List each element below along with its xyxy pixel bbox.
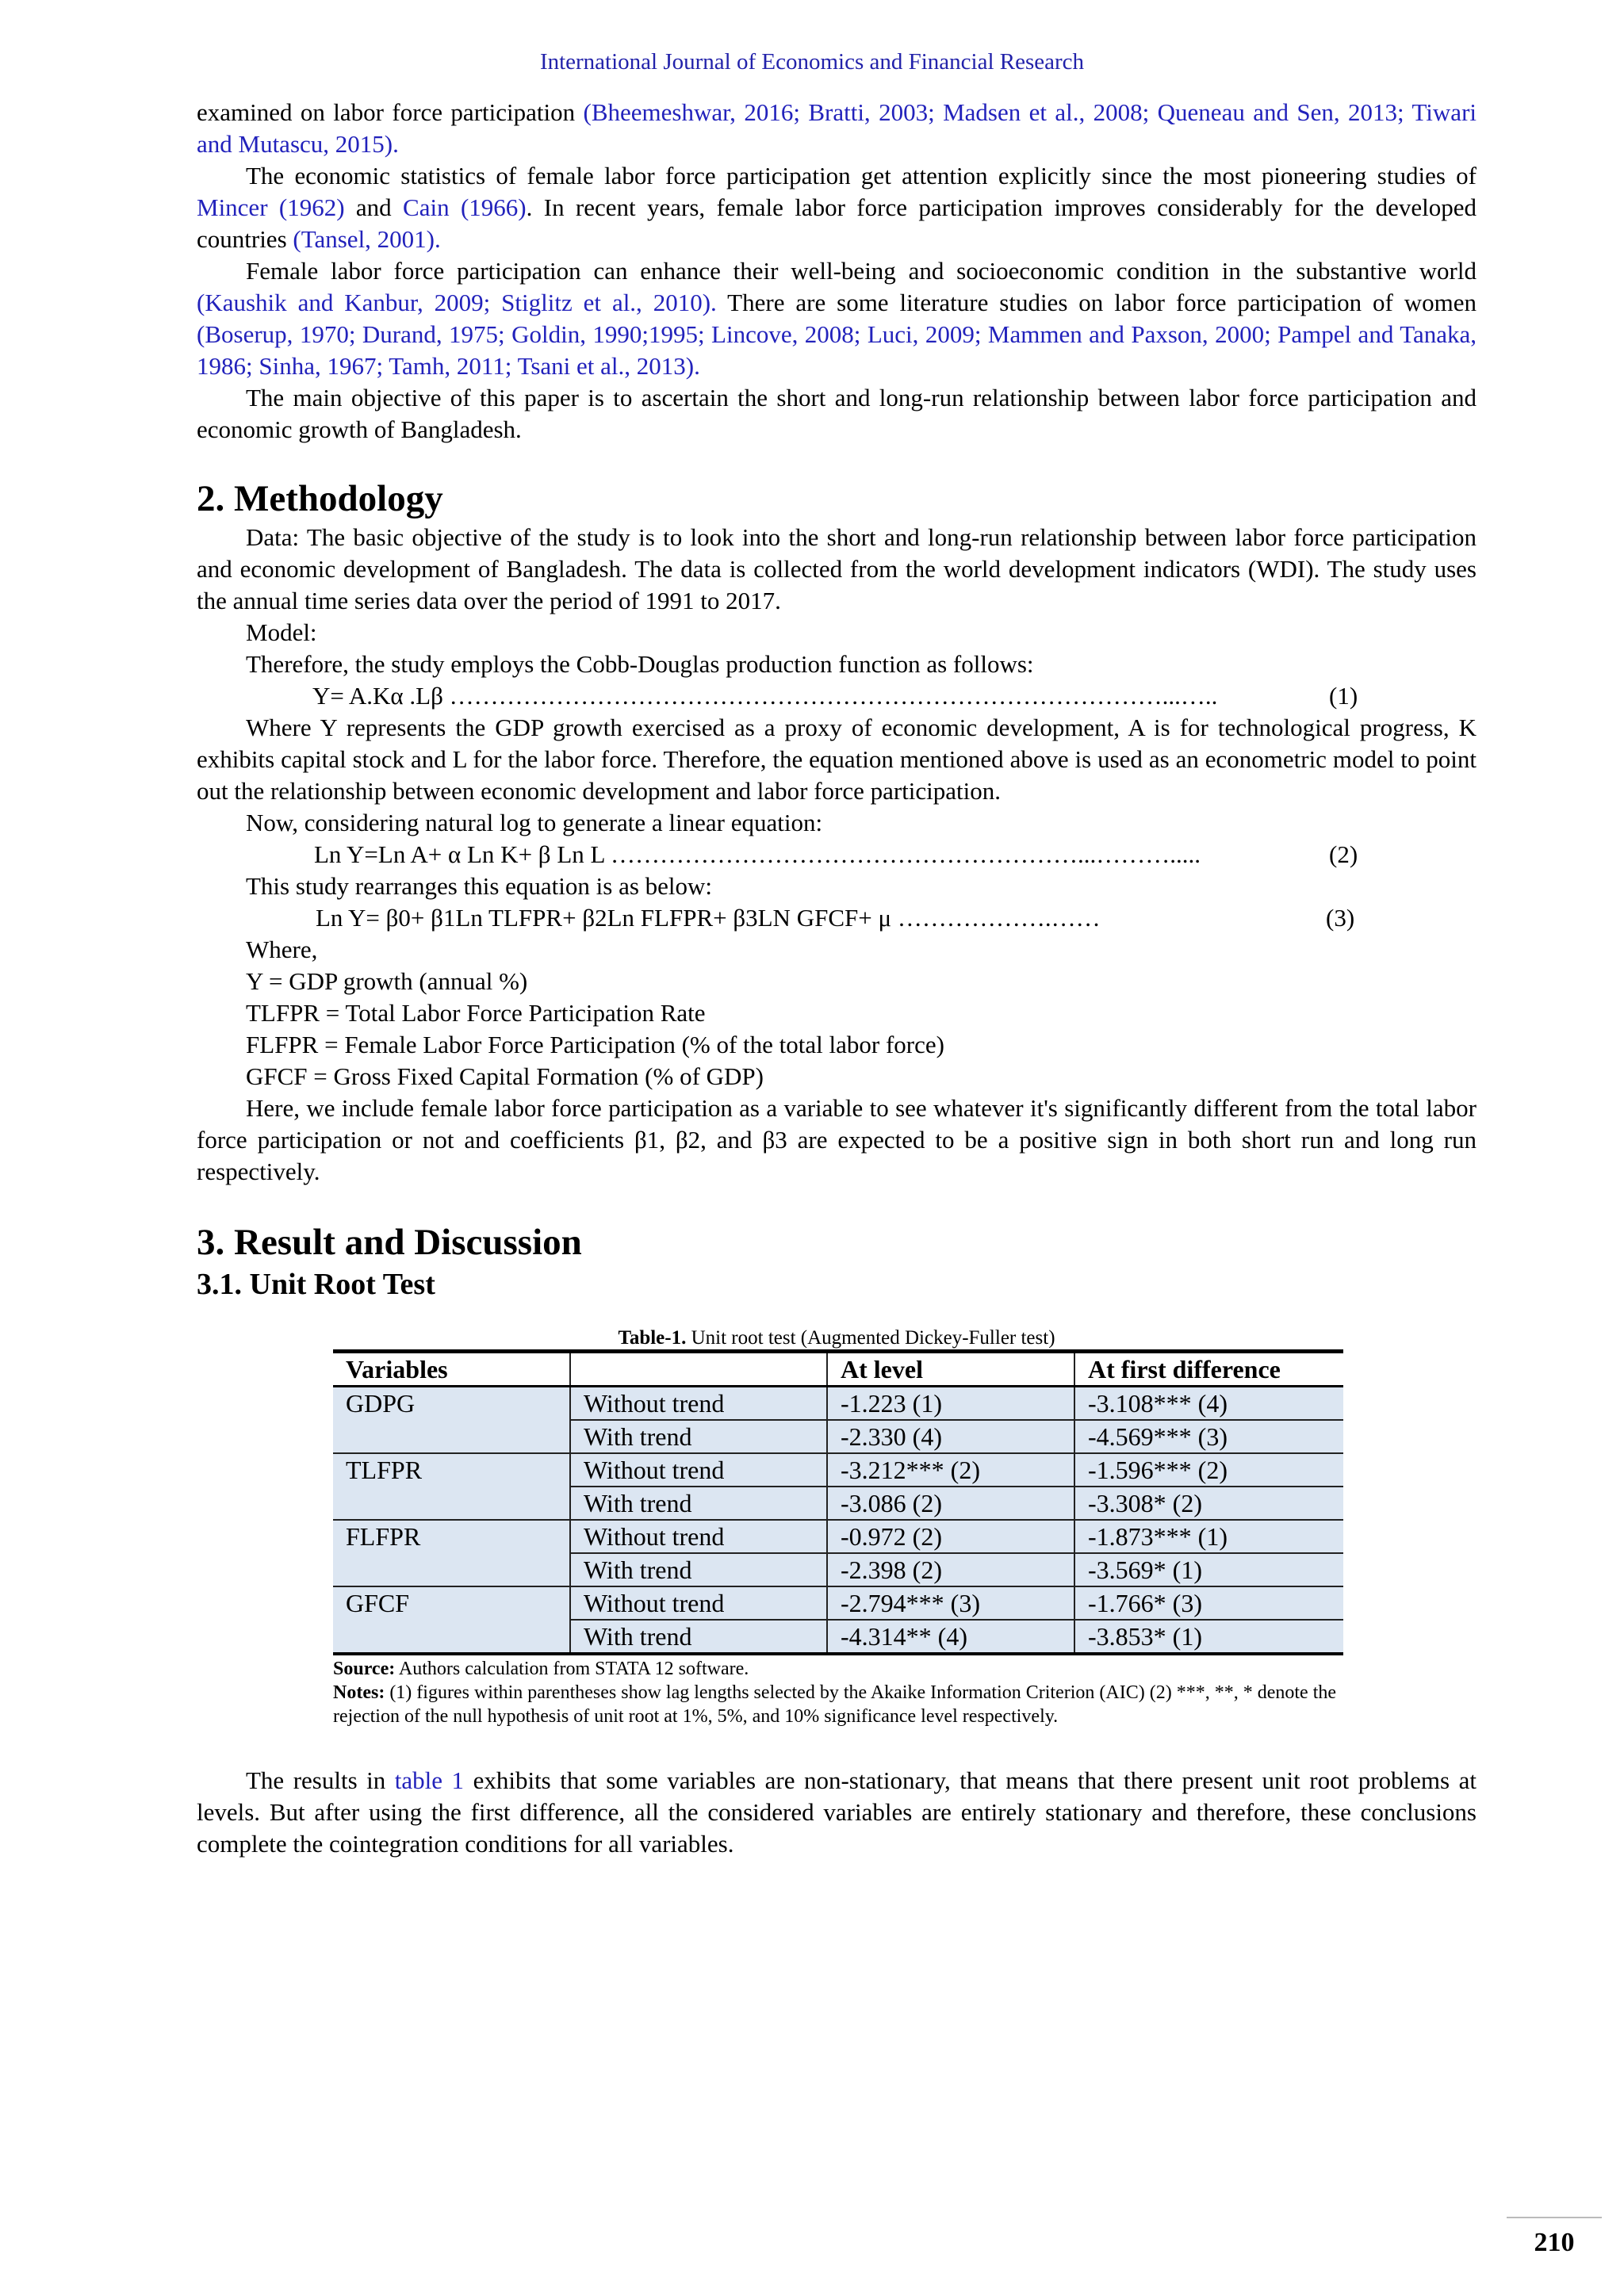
cobb-douglas-intro: Therefore, the study employs the Cobb-Douglas production function as follows: bbox=[246, 650, 1034, 678]
difference-cell: -3.569* (1) bbox=[1074, 1553, 1343, 1586]
table-row bbox=[333, 1453, 1343, 1487]
table-row bbox=[333, 1520, 1343, 1553]
page-content bbox=[197, 97, 1477, 1860]
variable-cell: GFCF bbox=[333, 1586, 570, 1654]
equation-3 bbox=[197, 902, 1477, 934]
intro-paragraph-2: The economic statistics of female labor force participation get attention explicitly since the most pioneering studies of Mincer (1962) and Cain (1966). In recent years, female labor force participation improves considerably for the developed countries (Tansel, 2001). bbox=[197, 162, 1477, 253]
definition-flfpr: FLFPR = Female Labor Force Participation (% of the total labor force) bbox=[246, 1031, 944, 1058]
citation-link[interactable]: Mincer (1962) bbox=[197, 193, 345, 221]
table-header-cell bbox=[570, 1352, 827, 1387]
difference-cell: -3.853* (1) bbox=[1074, 1620, 1343, 1654]
table-row bbox=[333, 1586, 1343, 1620]
equation-3-number: (3) bbox=[1326, 904, 1355, 932]
trend-cell: Without trend bbox=[570, 1520, 827, 1553]
definition-gfcf: GFCF = Gross Fixed Capital Formation (% of GDP) bbox=[246, 1062, 764, 1090]
equation-3-text: Ln Y= β0+ β1Ln TLFPR+ β2Ln FLFPR+ β3LN GFCF+ μ ……………….…… bbox=[316, 904, 1101, 932]
level-cell: -1.223 (1) bbox=[827, 1387, 1074, 1421]
difference-cell: -1.596*** (2) bbox=[1074, 1453, 1343, 1487]
discussion-paragraph: The results in table 1 exhibits that some variables are non-stationary, that means that there present unit root problems at levels. But after using the first difference, all the considered variables are entirely stationary and therefore, these conclusions complete the cointegration conditions for all variables. bbox=[197, 1766, 1477, 1858]
trend-cell: Without trend bbox=[570, 1387, 827, 1421]
table-header-cell: At level bbox=[827, 1352, 1074, 1387]
difference-cell: -3.108*** (4) bbox=[1074, 1387, 1343, 1421]
level-cell: -2.398 (2) bbox=[827, 1553, 1074, 1586]
model-label: Model: bbox=[246, 618, 317, 646]
table-row bbox=[333, 1387, 1343, 1421]
table-notes: Notes: (1) figures within parentheses show lag lengths selected by the Akaike Information Criterion (AIC) (2) ***, **, * denote the rejection of the null hypothesis of unit root at 1%, 5%, and 10% significance level respectively. bbox=[333, 1682, 1337, 1727]
intro-paragraph-3: Female labor force participation can enhance their well-being and socioeconomic condition in the substantive world (Kaushik and Kanbur, 2009; Stiglitz et al., 2010). There are some literature studies on labor force participation of women (Boserup, 1970; Durand, 1975; Goldin, 1990;1995; Lincove, 2008; Luci, 2009; Mammen and Paxson, 2000; Pampel and Tanaka, 1986; Sinha, 1967; Tamh, 2011; Tsani et al., 2013). bbox=[197, 257, 1477, 380]
trend-cell: Without trend bbox=[570, 1453, 827, 1487]
page-number: 210 bbox=[1507, 2217, 1602, 2258]
trend-cell: With trend bbox=[570, 1487, 827, 1520]
equation-1-number: (1) bbox=[1329, 682, 1358, 710]
level-cell: -0.972 (2) bbox=[827, 1520, 1074, 1553]
table-source: Source: Authors calculation from STATA 12 software. bbox=[333, 1659, 749, 1679]
trend-cell: Without trend bbox=[570, 1586, 827, 1620]
difference-cell: -1.873*** (1) bbox=[1074, 1520, 1343, 1553]
section-heading-results: 3. Result and Discussion bbox=[197, 1222, 582, 1263]
equation-1 bbox=[197, 680, 1477, 712]
equation-2 bbox=[197, 839, 1477, 871]
level-cell: -2.330 (4) bbox=[827, 1420, 1074, 1453]
equation-2-number: (2) bbox=[1329, 840, 1358, 868]
subsection-heading-unit-root: 3.1. Unit Root Test bbox=[197, 1268, 435, 1301]
where-paragraph: Where Y represents the GDP growth exercised as a proxy of economic development, A is for technological progress, K exhibits capital stock and L for the labor force. Therefore, the equation mentioned above is used as an econometric model to point out the relationship between economic development and labor force participation. bbox=[197, 714, 1477, 805]
difference-cell: -3.308* (2) bbox=[1074, 1487, 1343, 1520]
citation-link[interactable]: (Tansel, 2001). bbox=[293, 225, 441, 253]
citation-link[interactable]: (Boserup, 1970; Durand, 1975; Goldin, 1990;1995; Lincove, 2008; Luci, 2009; Mammen and Paxson, 2000; Pampel and Tanaka, 1986; Sinha, 1967; Tamh, 2011; Tsani et al., 2013). bbox=[197, 320, 1477, 380]
equation-1-text: Y= A.Kα .Lβ ……………………………………………………………………………...….. bbox=[312, 682, 1218, 710]
table-caption: Table-1. Unit root test (Augmented Dickey-Fuller test) bbox=[618, 1327, 1055, 1349]
citation-link[interactable]: Cain (1966) bbox=[403, 193, 527, 221]
variable-cell: GDPG bbox=[333, 1387, 570, 1454]
citation-link[interactable]: (Bheemeshwar, 2016; Bratti, 2003; Madsen et al., 2008; Queneau and Sen, 2013; Tiwari and Mutascu, 2015). bbox=[197, 98, 1477, 158]
variable-cell: FLFPR bbox=[333, 1520, 570, 1586]
difference-cell: -1.766* (3) bbox=[1074, 1586, 1343, 1620]
level-cell: -3.086 (2) bbox=[827, 1487, 1074, 1520]
table-header-row bbox=[333, 1352, 1343, 1387]
definition-tlfpr: TLFPR = Total Labor Force Participation Rate bbox=[246, 999, 706, 1027]
equation-2-text: Ln Y=Ln A+ α Ln K+ β Ln L …………………………………………………...………..... bbox=[314, 840, 1201, 868]
table-header-cell: At first difference bbox=[1074, 1352, 1343, 1387]
difference-cell: -4.569*** (3) bbox=[1074, 1420, 1343, 1453]
level-cell: -2.794*** (3) bbox=[827, 1586, 1074, 1620]
table-header-cell: Variables bbox=[333, 1352, 570, 1387]
intro-paragraph-4: The main objective of this paper is to ascertain the short and long-run relationship between labor force participation and economic growth of Bangladesh. bbox=[197, 384, 1477, 443]
variable-cell: TLFPR bbox=[333, 1453, 570, 1520]
unit-root-table bbox=[333, 1349, 1343, 1655]
trend-cell: With trend bbox=[570, 1420, 827, 1453]
intro-paragraph-1: examined on labor force participation (Bheemeshwar, 2016; Bratti, 2003; Madsen et al., 2008; Queneau and Sen, 2013; Tiwari and Mutascu, 2015). bbox=[197, 98, 1477, 158]
citation-link[interactable]: (Kaushik and Kanbur, 2009; Stiglitz et al., 2010). bbox=[197, 289, 717, 316]
definition-y: Y = GDP growth (annual %) bbox=[246, 967, 528, 995]
data-paragraph: Data: The basic objective of the study is to look into the short and long-run relationship between labor force participation and economic development of Bangladesh. The data is collected from the world development indicators (WDI). The study uses the annual time series data over the period of 1991 to 2017. bbox=[197, 523, 1477, 614]
trend-cell: With trend bbox=[570, 1620, 827, 1654]
table-link[interactable]: table 1 bbox=[394, 1766, 465, 1794]
rearranges-line: This study rearranges this equation is as below: bbox=[246, 872, 713, 900]
section-heading-methodology: 2. Methodology bbox=[197, 478, 443, 519]
where-label: Where, bbox=[246, 936, 318, 963]
trend-cell: With trend bbox=[570, 1553, 827, 1586]
natural-log-line: Now, considering natural log to generate a linear equation: bbox=[246, 809, 823, 836]
level-cell: -4.314** (4) bbox=[827, 1620, 1074, 1654]
journal-header: International Journal of Economics and Financial Research bbox=[539, 49, 1085, 75]
level-cell: -3.212*** (2) bbox=[827, 1453, 1074, 1487]
here-paragraph: Here, we include female labor force participation as a variable to see whatever it's significantly different from the total labor force participation or not and coefficients β1, β2, and β3 are expected to be a positive sign in both short run and long run respectively. bbox=[197, 1094, 1477, 1185]
